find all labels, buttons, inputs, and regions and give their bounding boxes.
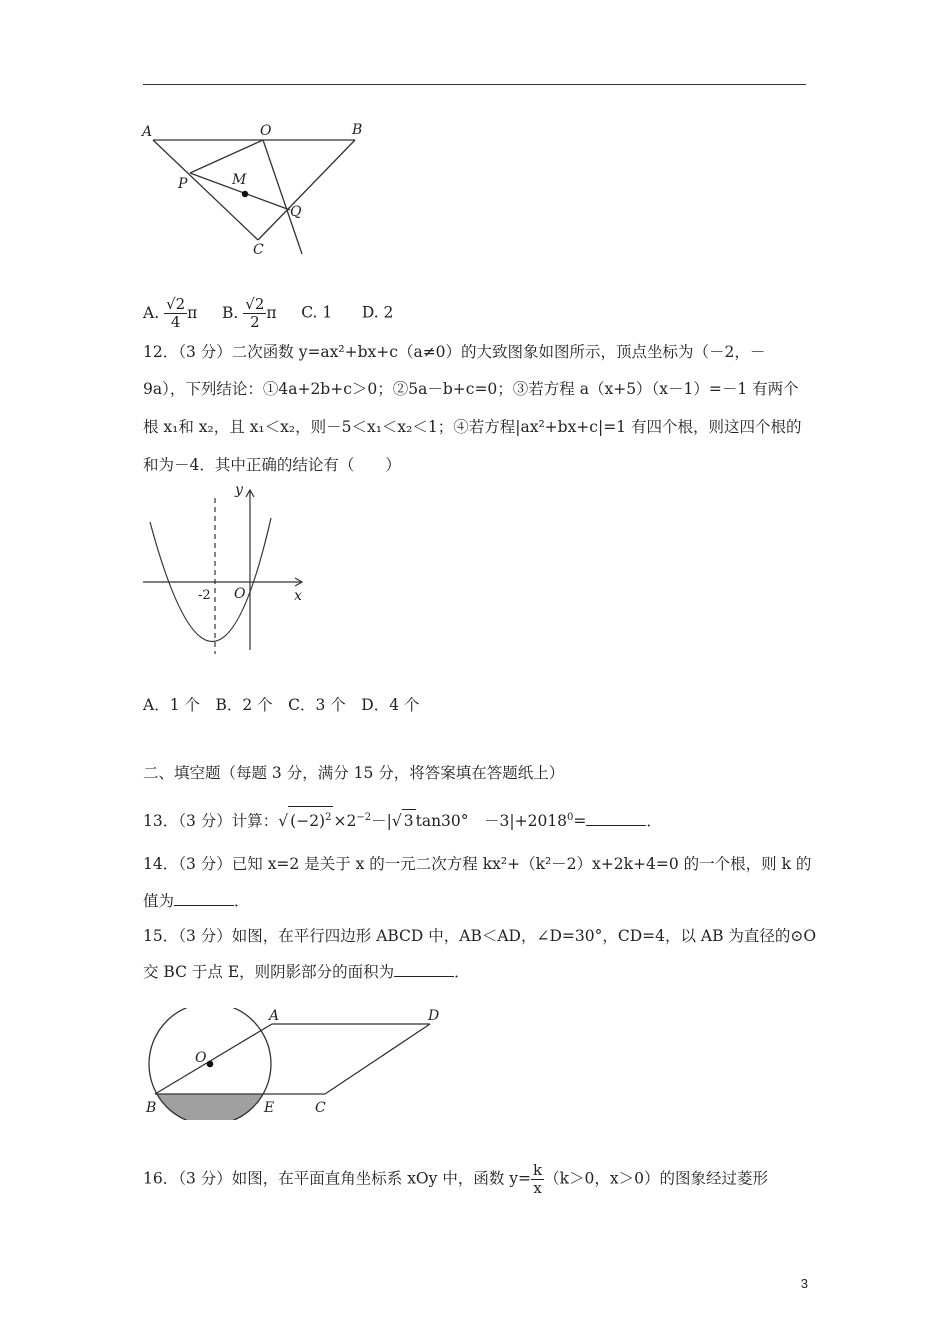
q13-sqrt: √ $(-2)^2$ [278, 812, 333, 830]
q14-line-1: 14．（3 分）已知 x=2 是关于 x 的一元二次方程 kx²+（k²－2）x+2k+4=0 的一个根，则 k 的 [143, 855, 812, 873]
q15-line-1: 15．（3 分）如图，在平行四边形 ABCD 中，AB＜AD，∠D=30°，CD=4，以 AB 为直径的⊙O [143, 927, 817, 945]
label-q: Q [290, 204, 302, 220]
q15-line-2: 交 BC 于点 E，则阴影部分的面积为 ． [143, 963, 470, 981]
label-m: M [232, 172, 247, 188]
q12-options: A．1 个 B．2 个 C．3 个 D．4 个 [143, 696, 420, 714]
label-b: B [352, 122, 363, 138]
q13-sqrt3: √ 3 [392, 812, 416, 830]
label-a: A [269, 1008, 280, 1024]
label-c: C [315, 1100, 326, 1116]
label-o: O [260, 123, 272, 139]
label-e: E [264, 1100, 275, 1116]
q12-line-2: 9a），下列结论：①4a+2b+c＞0；②5a－b+c=0；③若方程 a（x+5）（x－1）=－1 有两个 [143, 380, 799, 398]
q13-blank [586, 825, 646, 826]
section-2-heading: 二、填空题（每题 3 分，满分 15 分，将答案填在答题纸上） [143, 764, 565, 782]
neg2-label: -2 [198, 588, 211, 603]
q14-line-2: 值为 ． [143, 892, 250, 910]
label-a: A [142, 124, 153, 140]
q12-line-1: 12．（3 分）二次函数 y=ax²+bx+c（a≠0）的大致图象如图所示，顶点坐标为（－2，－ [143, 343, 766, 361]
label-o: O [195, 1050, 207, 1066]
q15-parallelogram-figure [140, 1008, 450, 1120]
axis-y-label: y [235, 482, 243, 498]
origin-label: O [234, 586, 246, 602]
label-b: B [146, 1100, 157, 1116]
q12-line-4: 和为－4．其中正确的结论有（ ） [143, 456, 401, 474]
axis-x-label: x [294, 588, 302, 604]
q13-line: 13．（3 分）计算：√ $(-2)^2 \times 2^{-2}-|√$ 3 tan30° $-3|+2018^0=$ ． [143, 806, 662, 832]
label-p: P [178, 176, 188, 192]
q12-line-3: 根 x₁和 x₂，且 x₁＜x₂，则－5＜x₁＜x₂＜1；④若方程|ax²+bx+c|=1 有四个根，则这四个根的 [143, 418, 802, 436]
q12-parabola-graph [140, 478, 315, 658]
label-c: C [253, 242, 264, 258]
header-rule [143, 84, 806, 85]
q15-blank [394, 976, 454, 977]
option-c: C. 1 [301, 303, 333, 322]
label-d: D [428, 1008, 440, 1024]
option-d: D. 2 [361, 303, 394, 322]
q16-fraction: $\frac{k}{x}$ [533, 1161, 543, 1197]
option-a: A. $\frac{√2}{4}$ π [143, 295, 198, 331]
q14-blank [174, 905, 234, 906]
option-b: B. $\frac{√2}{2}$ π [222, 295, 277, 331]
q11-triangle-figure [140, 118, 370, 258]
q16-line: 16．（3 分）如图，在平面直角坐标系 xOy 中，函数 y= $\frac{k}{x}$ （k＞0，x＞0）的图象经过菱形 [143, 1161, 768, 1197]
page-number: 3 [800, 1276, 808, 1291]
q11-options [143, 296, 393, 331]
